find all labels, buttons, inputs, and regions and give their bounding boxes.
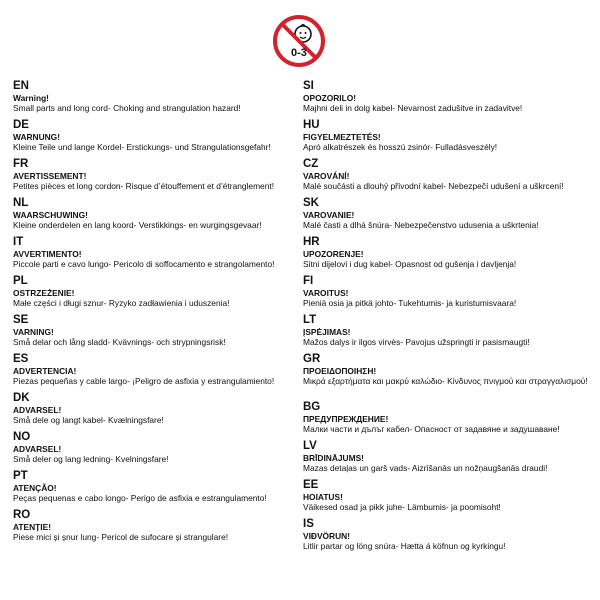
warning-entry-is — [303, 518, 595, 557]
warning-text: Kleine onderdelen en lang koord- Verstikkings- en wurgingsgevaar! — [13, 220, 262, 230]
warning-text: Sitni dijelovi i dug kabel- Opasnost od gušenja i davljenja! — [303, 259, 517, 269]
warning-text: Μικρά εξαρτήματα και μακρύ καλώδιο- Κίνδυνος πνιγμού και στραγγαλισμού! — [303, 376, 588, 386]
warning-text: Små deler og lang ledning- Kvelningsfare! — [13, 454, 169, 464]
warning-entry-cz — [303, 158, 595, 197]
warning-text: Piezas pequeñas y cable largo- ¡Peligro de asfixia y estrangulamiento! — [13, 376, 275, 386]
warning-title: VIÐVÖRUN! — [303, 531, 350, 541]
warning-title: VARNING! — [13, 327, 54, 337]
warning-entry-pt — [13, 470, 305, 509]
warnings-left-column — [13, 80, 305, 548]
language-code: PT — [13, 470, 28, 482]
language-code: GR — [303, 353, 321, 365]
warning-text: Majhni deli in dolg kabel- Nevarnost zadušitve in zadavitve! — [303, 103, 523, 113]
warning-title: VAROVANIE! — [303, 210, 355, 220]
warning-entry-it — [13, 236, 305, 275]
warning-text: Малки части и дълъг кабел- Опасност от задавяне и задушаване! — [303, 424, 560, 434]
warning-title: ΠΡΟΕΙΔΟΠΟΙΗΣΗ! — [303, 366, 377, 376]
warning-entry-lt — [303, 314, 595, 353]
language-code: ES — [13, 353, 29, 365]
language-code: NL — [13, 197, 29, 209]
age-label: 0-3 — [291, 47, 307, 59]
warning-text: Peças pequenas e cabo longo- Perigo de asfixia e estrangulamento! — [13, 493, 267, 503]
warning-text: Apró alkatrészek és hosszú zsinór- Fulladásveszély! — [303, 142, 498, 152]
language-code: DE — [13, 119, 29, 131]
language-code: RO — [13, 509, 31, 521]
warning-title: ĮSPĖJIMAS! — [303, 327, 351, 337]
language-code: PL — [13, 275, 28, 287]
warning-text: Malé časti a dlhá šnúra- Nebezpečenstvo udusenia a uškrtenia! — [303, 220, 539, 230]
warning-title: WAARSCHUWING! — [13, 210, 88, 220]
language-code: LV — [303, 440, 317, 452]
warning-entry-fi — [303, 275, 595, 314]
warning-text: Piccole parti e cavo lungo- Pericolo di soffocamento e strangolamento! — [13, 259, 275, 269]
warning-title: OPOZORILO! — [303, 93, 357, 103]
language-code: EE — [303, 479, 319, 491]
warning-title: ADVARSEL! — [13, 405, 62, 415]
warning-title: VAROITUS! — [303, 288, 349, 298]
language-code: SI — [303, 80, 314, 92]
language-code: BG — [303, 401, 321, 413]
language-code: NO — [13, 431, 31, 443]
warning-entry-sk — [303, 197, 595, 236]
warning-entry-en — [13, 80, 305, 119]
warning-text: Små dele og langt kabel- Kvælningsfare! — [13, 415, 164, 425]
warning-text: Piese mici și șnur lung- Pericol de sufocare și strangulare! — [13, 532, 229, 542]
language-code: HR — [303, 236, 320, 248]
warning-title: VAROVÁNÍ! — [303, 171, 350, 181]
warning-text: Mažos dalys ir ilgos virvės- Pavojus užspringti ir pasismaugti! — [303, 337, 530, 347]
language-code: CZ — [303, 158, 319, 170]
warning-entry-ee — [303, 479, 595, 518]
warning-text: Small parts and long cord- Choking and strangulation hazard! — [13, 103, 241, 113]
warning-title: HOIATUS! — [303, 492, 343, 502]
warning-title: ПРЕДУПРЕЖДЕНИЕ! — [303, 414, 389, 424]
warning-text: Små delar och lång sladd- Kvävnings- och strypningsrisk! — [13, 337, 226, 347]
language-code: SE — [13, 314, 29, 326]
age-warning-badge — [272, 14, 326, 68]
warning-text: Mazas detaļas un garš vads- Aizrīšanās un nožņaugšanās draudi! — [303, 463, 548, 473]
warning-title: OSTRZEŻENIE! — [13, 288, 75, 298]
warning-text: Kleine Teile und lange Kordel- Erstickungs- und Strangulationsgefahr! — [13, 142, 271, 152]
warning-entry-no — [13, 431, 305, 470]
warning-title: FIGYELMEZTETÉS! — [303, 132, 381, 142]
warning-entry-de — [13, 119, 305, 158]
warning-title: Warning! — [13, 93, 49, 103]
warning-text: Petites pièces et long cordon- Risque d’étouffement et d’étranglement! — [13, 181, 275, 191]
warning-entry-lv — [303, 440, 595, 479]
warning-entry-fr — [13, 158, 305, 197]
warning-entry-se — [13, 314, 305, 353]
warning-title: UPOZORENJE! — [303, 249, 364, 259]
warnings-right-column — [303, 80, 595, 557]
no-baby-icon — [272, 14, 326, 68]
language-code: DK — [13, 392, 30, 404]
warning-text: Litlir partar og löng snúra- Hætta á köfnun og kyrkingu! — [303, 541, 506, 551]
language-code: EN — [13, 80, 29, 92]
warning-entry-hu — [303, 119, 595, 158]
warning-title: ADVERTENCIA! — [13, 366, 77, 376]
warning-entry-es — [13, 353, 305, 392]
warning-entry-hr — [303, 236, 595, 275]
warning-entry-dk — [13, 392, 305, 431]
warning-entry-gr — [303, 353, 595, 401]
warning-title: ATENÇÃO! — [13, 483, 57, 493]
warning-title: AVVERTIMENTO! — [13, 249, 82, 259]
warning-title: ATENȚIE! — [13, 522, 51, 532]
warning-title: ADVARSEL! — [13, 444, 62, 454]
warning-text: Väikesed osad ja pikk juhe- Lämbumis- ja poomisoht! — [303, 502, 501, 512]
warning-entry-nl — [13, 197, 305, 236]
warning-title: WARNUNG! — [13, 132, 60, 142]
warning-entry-si — [303, 80, 595, 119]
language-code: FI — [303, 275, 314, 287]
warning-text: Malé součásti a dlouhý přívodní kabel- Nebezpečí udušení a uškrcení! — [303, 181, 564, 191]
warning-title: BRĪDINĀJUMS! — [303, 453, 364, 463]
warning-entry-bg — [303, 401, 595, 440]
warning-text: Pieniä osia ja pitkä johto- Tukehtumis- ja kuristumisvaara! — [303, 298, 517, 308]
warning-entry-ro — [13, 509, 305, 548]
language-code: HU — [303, 119, 320, 131]
warning-title: AVERTISSEMENT! — [13, 171, 87, 181]
language-code: IT — [13, 236, 24, 248]
language-code: SK — [303, 197, 319, 209]
warning-entry-pl — [13, 275, 305, 314]
language-code: FR — [13, 158, 29, 170]
language-code: LT — [303, 314, 317, 326]
warning-text: Małe części i długi sznur- Ryzyko zadławienia i uduszenia! — [13, 298, 230, 308]
language-code: IS — [303, 518, 314, 530]
